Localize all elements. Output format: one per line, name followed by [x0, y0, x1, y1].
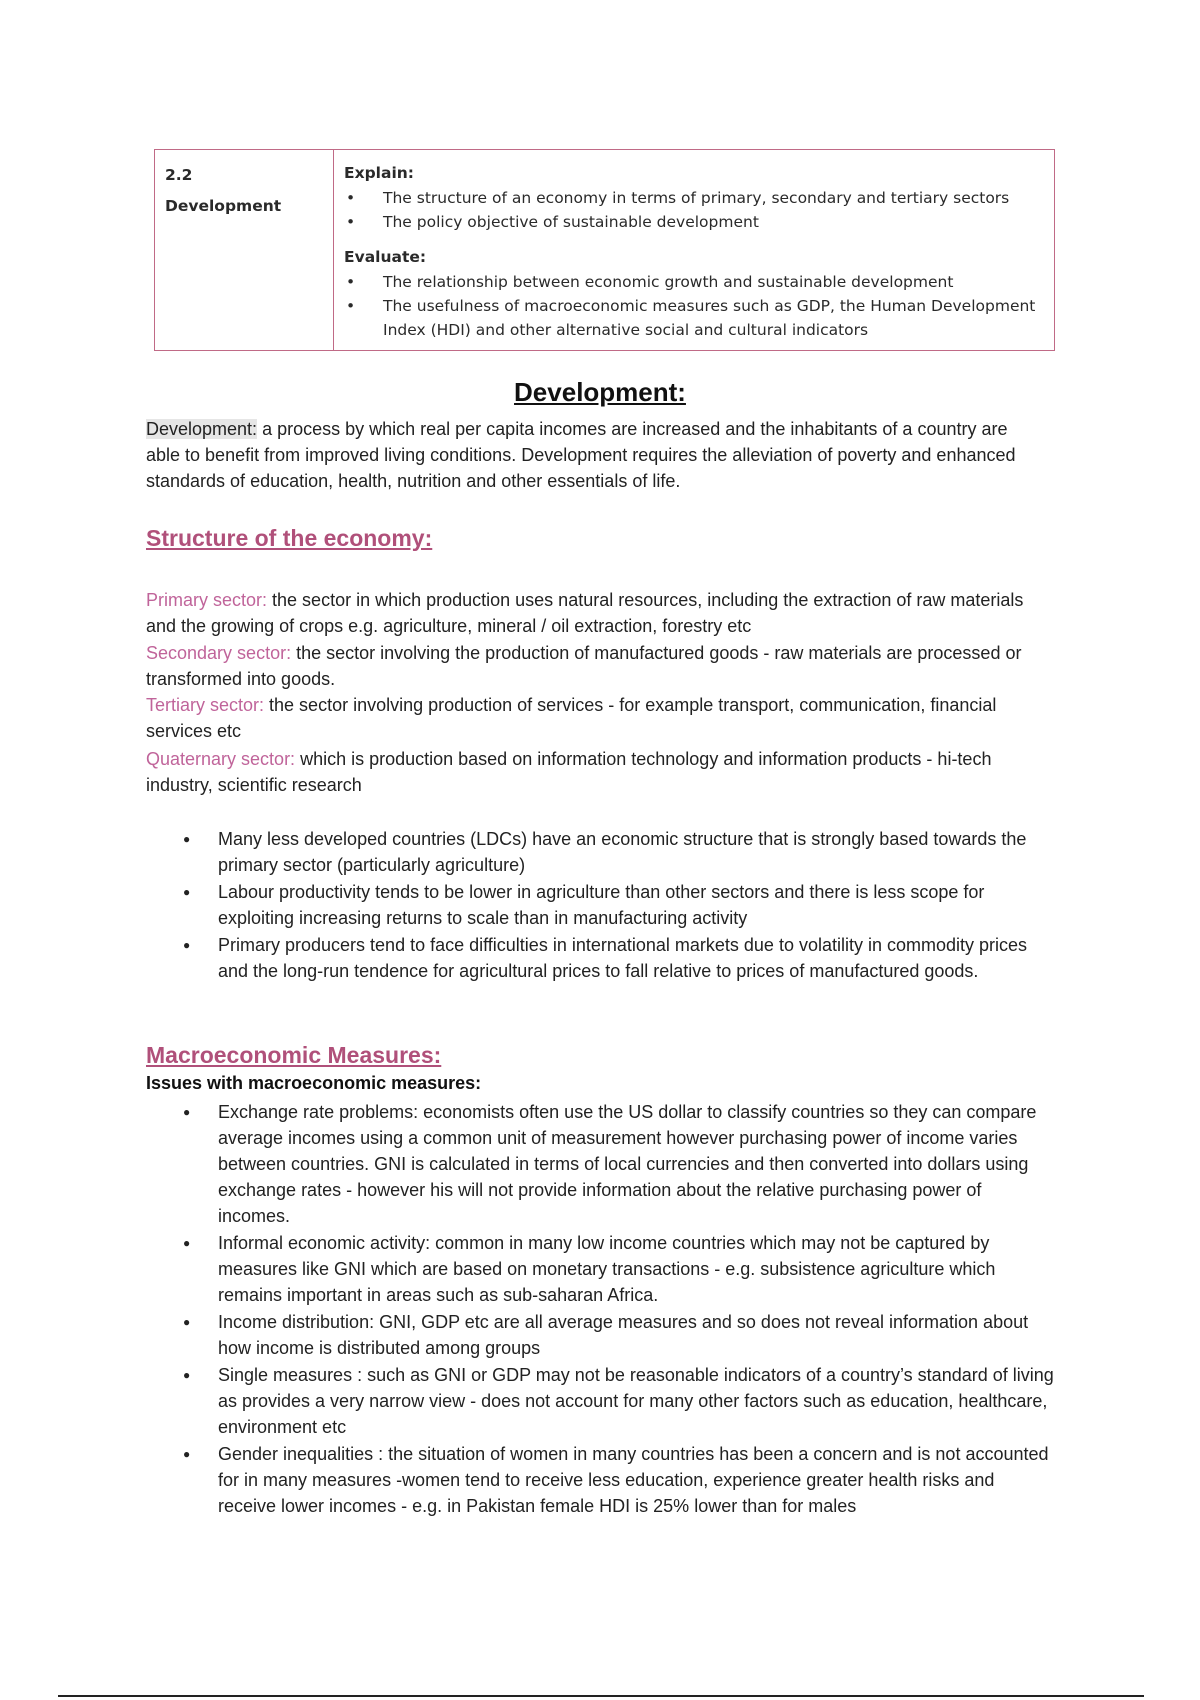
footer-rule	[58, 1695, 1144, 1697]
list-item: ● Single measures : such as GNI or GDP may not be reasonable indicators of a country’s standard of living as provides a very narrow view - does not account for many other factors such as education, healthcare, environment etc	[146, 1362, 1056, 1440]
structure-bullets	[146, 826, 1056, 985]
definition-text: a process by which real per capita incomes are increased and the inhabitants of a country are able to benefit from improved living conditions. Development requires the alleviation of poverty and enhanced standards of education, health, nutrition and other essentials of life.	[146, 419, 1016, 491]
macro-subheading: Issues with macroeconomic measures:	[146, 1073, 482, 1093]
explain-list	[344, 186, 1044, 234]
sector-text: which is production based on information technology and information products - hi-tech industry, scientific research	[146, 749, 992, 795]
explain-heading: Explain:	[344, 164, 414, 182]
definition-paragraph	[146, 416, 1046, 494]
sector-term: Secondary sector:	[146, 643, 292, 663]
sector-secondary	[146, 640, 1046, 692]
sector-quaternary	[146, 746, 1046, 798]
evaluate-heading: Evaluate:	[344, 248, 427, 266]
spec-code: 2.2	[165, 166, 193, 184]
list-item: ● Income distribution: GNI, GDP etc are all average measures and so does not reveal information about how income is distributed among groups	[146, 1309, 1056, 1361]
list-item: ● Primary producers tend to face difficulties in international markets due to volatility in commodity prices and the long-run tendence for agricultural prices to fall relative to prices of manufactured goods.	[146, 932, 1056, 984]
structure-heading: Structure of the economy:	[146, 525, 433, 551]
macro-bullets	[146, 1099, 1056, 1520]
sector-term: Tertiary sector:	[146, 695, 265, 715]
spec-topic: Development	[165, 197, 282, 215]
evaluate-list	[344, 270, 1044, 342]
list-item: ● Informal economic activity: common in many low income countries which may not be captured by measures like GNI which are based on monetary transactions - e.g. subsistence agriculture which remains important in areas such as sub-saharan Africa.	[146, 1230, 1056, 1308]
explain-item: • The policy objective of sustainable development	[344, 210, 1044, 234]
spec-table	[154, 149, 1055, 351]
definition-term: Development:	[146, 419, 258, 439]
explain-item: • The structure of an economy in terms of primary, secondary and tertiary sectors	[344, 186, 1044, 210]
list-item: ● Many less developed countries (LDCs) have an economic structure that is strongly based towards the primary sector (particularly agriculture)	[146, 826, 1056, 878]
list-item: ● Exchange rate problems: economists often use the US dollar to classify countries so they can compare average incomes using a common unit of measurement however purchasing power of income varies between countries. GNI is calculated in terms of local currencies and then converted into dollars using exchange rates - however his will not provide information about the relative purchasing power of incomes.	[146, 1099, 1056, 1229]
sector-term: Quaternary sector:	[146, 749, 296, 769]
sector-primary	[146, 587, 1046, 639]
sector-text: the sector involving the production of manufactured goods - raw materials are processed or transformed into goods.	[146, 643, 1022, 689]
page-title: Development:	[514, 377, 686, 407]
sector-tertiary	[146, 692, 1046, 744]
sector-term: Primary sector:	[146, 590, 268, 610]
list-item: ● Labour productivity tends to be lower in agriculture than other sectors and there is less scope for exploiting increasing returns to scale than in manufacturing activity	[146, 879, 1056, 931]
evaluate-item: • The usefulness of macroeconomic measures such as GDP, the Human Development Index (HDI) and other alternative social and cultural indicators	[344, 294, 1044, 342]
evaluate-item: • The relationship between economic growth and sustainable development	[344, 270, 1044, 294]
list-item: ● Gender inequalities : the situation of women in many countries has been a concern and is not accounted for in many measures -women tend to receive less education, experience greater health risks and receive lower incomes - e.g. in Pakistan female HDI is 25% lower than for males	[146, 1441, 1056, 1519]
sector-text: the sector in which production uses natural resources, including the extraction of raw materials and the growing of crops e.g. agriculture, mineral / oil extraction, forestry etc	[146, 590, 1024, 636]
spec-topic-cell	[155, 150, 334, 351]
macro-heading: Macroeconomic Measures:	[146, 1042, 442, 1068]
spec-row	[155, 150, 1055, 351]
spec-objectives-cell	[334, 150, 1055, 351]
sector-text: the sector involving production of services - for example transport, communication, financial services etc	[146, 695, 997, 741]
